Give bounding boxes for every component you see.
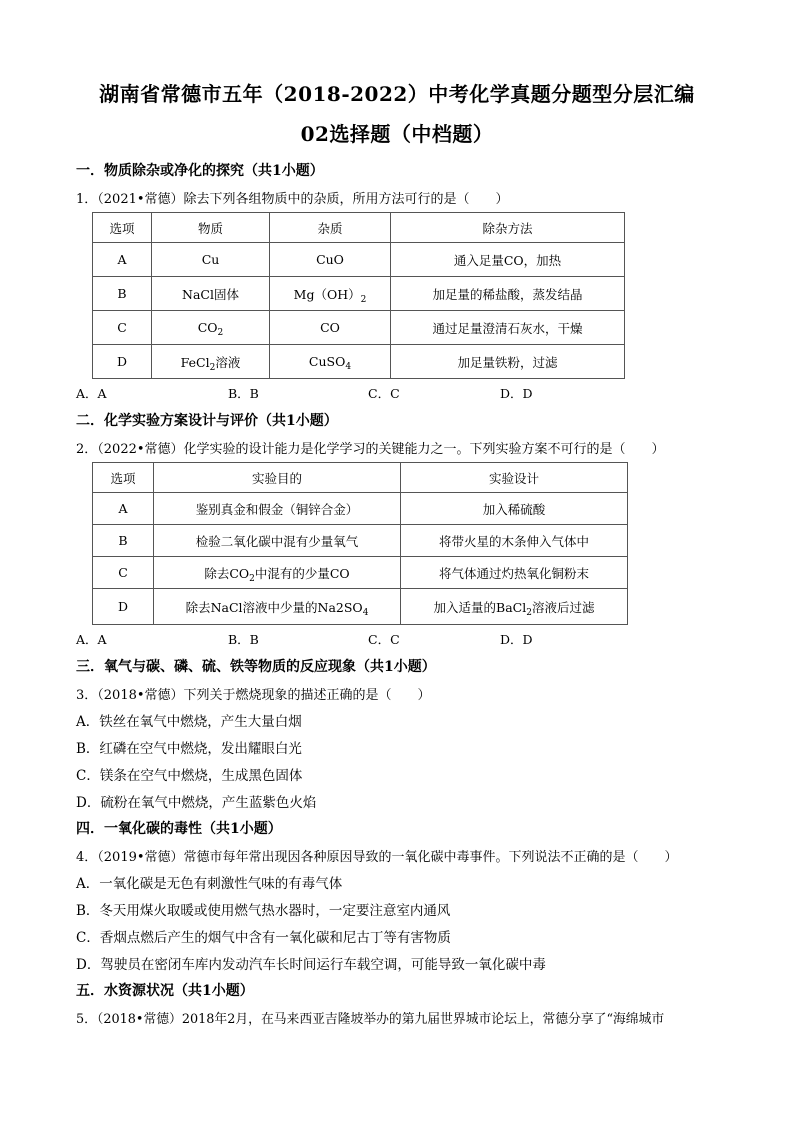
table-cell: CO [270,311,391,345]
section-heading: 五．水资源状况（共1小题） [76,983,254,999]
table-header-cell: 杂质 [270,213,391,243]
table-cell: 除去$CO_2$中混有的少量CO [154,557,401,589]
table-cell: $CO_2$ [152,311,270,345]
section-heading: 三．氧气与碳、磷、硫、铁等物质的反应现象（共1小题） [76,659,436,675]
table-cell: A [93,243,152,277]
option-b[interactable]: B．冬天用煤火取暖或使用燃气热水器时，一定要注意室内通风 [76,903,451,919]
table-cell: 鉴别真金和假金（铜锌合金） [154,493,401,525]
table-cell: C [93,557,154,589]
option-d[interactable]: D．硫粉在氧气中燃烧，产生蓝紫色火焰 [76,795,317,811]
table-cell: B [93,525,154,557]
table-row [93,277,625,311]
table-header-cell: 实验设计 [401,463,628,493]
table-cell: $Mg(OH)_2$ [270,277,391,311]
section-heading: 一．物质除杂或净化的探究（共1小题） [76,163,324,179]
table-header-cell: 实验目的 [154,463,401,493]
table-cell: D [93,345,152,379]
table-cell: B [93,277,152,311]
question-text: 5．（2018•常德）2018年2月，在马来西亚吉隆坡举办的第九届世界城市论坛上，常德分享了“海绵城市 [76,1012,665,1027]
table-row [93,311,625,345]
question-table [92,462,628,625]
question-table [92,212,625,379]
option-b[interactable]: B．红磷在空气中燃烧，发出耀眼白光 [76,741,302,757]
table-cell: CuSO$_4$ [270,345,391,379]
table-cell: 检验二氧化碳中混有少量氧气 [154,525,401,557]
table-header-cell: 选项 [93,463,154,493]
table-cell: 加入稀硫酸 [401,493,628,525]
option-a[interactable]: A．A [76,632,107,647]
table-row [93,493,628,525]
table-cell: CuO [270,243,391,277]
table-cell: D [93,589,154,625]
option-b[interactable]: B．B [228,632,259,647]
option-d[interactable]: D．驾驶员在密闭车库内发动汽车长时间运行车载空调，可能导致一氧化碳中毒 [76,957,546,973]
table-cell: 通过足量澄清石灰水，干燥 [391,311,625,345]
table-cell: FeCl$_2$溶液 [152,345,270,379]
table-row [93,345,625,379]
table-row [93,589,628,625]
option-a[interactable]: A．铁丝在氧气中燃烧，产生大量白烟 [76,714,302,730]
option-c[interactable]: C．香烟点燃后产生的烟气中含有一氧化碳和尼古丁等有害物质 [76,930,451,946]
option-d[interactable]: D．D [500,632,533,647]
option-a[interactable]: A．一氧化碳是无色有刺激性气味的有毒气体 [76,876,343,892]
table-cell: NaCl固体 [152,277,270,311]
question-text: 1．（2021•常德）除去下列各组物质中的杂质，所用方法可行的是（ ） [76,192,509,207]
table-row [93,525,628,557]
option-d[interactable]: D．D [500,386,533,401]
option-c[interactable]: C．镁条在空气中燃烧，生成黑色固体 [76,768,303,784]
page-subtitle: 02选择题（中档题） [300,122,494,146]
option-a[interactable]: A．A [76,386,107,401]
section-heading: 二．化学实验方案设计与评价（共1小题） [76,413,338,429]
option-b[interactable]: B．B [228,386,259,401]
question-text: 2．（2022•常德）化学实验的设计能力是化学学习的关键能力之一。下列实验方案不可行的是（ ） [76,442,665,457]
table-cell: 将带火星的木条伸入气体中 [401,525,628,557]
section-heading: 四．一氧化碳的毒性（共1小题） [76,821,282,837]
table-cell: C [93,311,152,345]
option-c[interactable]: C．C [368,632,400,647]
table-row [93,243,625,277]
table-cell: 将气体通过灼热氧化铜粉末 [401,557,628,589]
table-header-cell: 物质 [152,213,270,243]
table-cell: 通入足量CO，加热 [391,243,625,277]
table-cell: 加入适量的BaCl$_2$溶液后过滤 [401,589,628,625]
option-c[interactable]: C．C [368,386,400,401]
table-cell: A [93,493,154,525]
table-row [93,557,628,589]
question-text: 4．（2019•常德）常德市每年常出现因各种原因导致的一氧化碳中毒事件。下列说法不正确的是（ ） [76,850,678,865]
table-cell: 加足量铁粉，过滤 [391,345,625,379]
page-title: 湖南省常德市五年（2018-2022）中考化学真题分题型分层汇编 [99,82,695,106]
table-cell: Cu [152,243,270,277]
question-text: 3．（2018•常德）下列关于燃烧现象的描述正确的是（ ） [76,688,431,703]
table-header-cell: 选项 [93,213,152,243]
table-cell: 加足量的稀盐酸，蒸发结晶 [391,277,625,311]
table-cell: 除去NaCl溶液中少量的$Na2SO_4$ [154,589,401,625]
table-header-cell: 除杂方法 [391,213,625,243]
